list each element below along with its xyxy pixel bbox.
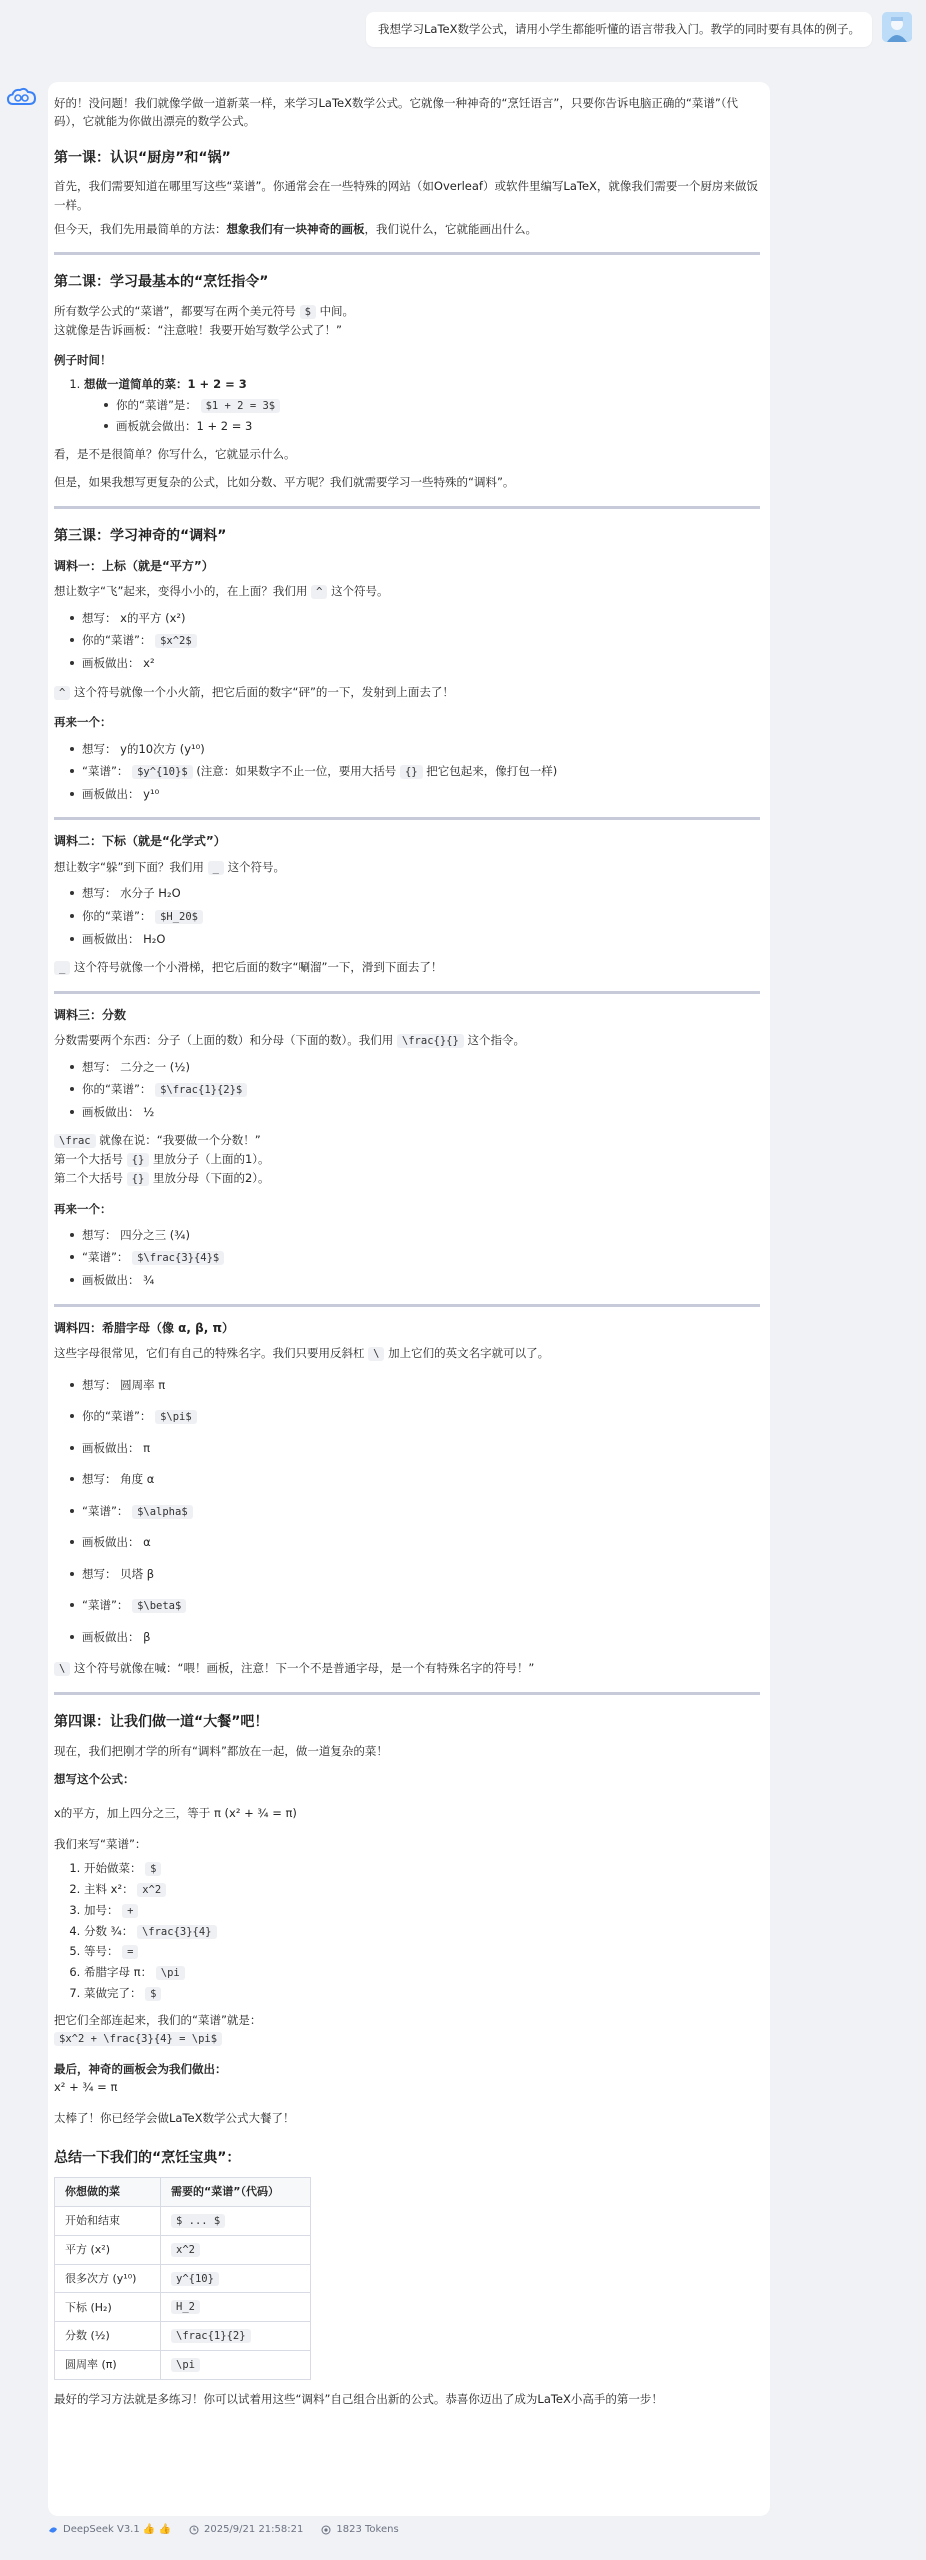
- summary-title: 总结一下我们的“烹饪宝典”：: [54, 2150, 241, 2167]
- token-count: [321, 2524, 398, 2535]
- list-item: 想写： x的平方 (x²): [68, 609, 760, 627]
- timestamp: [189, 2524, 303, 2535]
- table-cell: [161, 2207, 311, 2236]
- seasoning-1-title: 调料一：上标（就是“平方”）: [54, 559, 214, 574]
- text: 加号：: [84, 1902, 119, 1917]
- inline-code: ^: [54, 686, 70, 700]
- intro-text: 好的！没问题！我们就像学做一道新菜一样，来学习LaTeX数学公式。它就像一种神奇的“烹饪语言”，只要你告诉电脑正确的“菜谱”（代码），它就能为你做出漂亮的数学公式。: [54, 96, 739, 129]
- seasoning-1-list: [54, 609, 760, 673]
- table-header: 需要的“菜谱”（代码）: [161, 2178, 311, 2207]
- lesson-4-p1: 现在，我们把刚才学的所有“调料”都放在一起，做一道复杂的菜！: [54, 1743, 388, 1758]
- table-cell: [161, 2322, 311, 2351]
- inline-code: H_2: [171, 2300, 200, 2314]
- text: 这个符号。: [227, 859, 286, 874]
- list-item: 想写： 四分之三 (¾): [68, 1226, 760, 1244]
- seasoning-2-title: 调料二：下标（就是“化学式”）: [54, 834, 226, 849]
- text: 加上它们的英文名字就可以了。: [388, 1345, 550, 1360]
- table-cell: 分数 (½): [55, 2322, 161, 2351]
- text: 就像在说：“我要做一个分数！”: [99, 1133, 261, 1148]
- inline-code: =: [122, 1945, 138, 1959]
- inline-code: $\alpha$: [132, 1505, 193, 1519]
- together-code-line: [54, 2029, 760, 2048]
- token-text: 1823 Tokens: [336, 2524, 399, 2535]
- final-label: 最后，神奇的画板会为我们做出：: [54, 2061, 227, 2076]
- lesson-1-p2: [54, 220, 760, 238]
- text: 这个符号就像在喊：“喂！画板，注意！下一个不是普通字母，是一个有特殊名字的符号！”: [73, 1661, 535, 1676]
- note-line: [54, 1150, 760, 1169]
- text: 里放分子（上面的1）。: [152, 1152, 270, 1167]
- lesson-3-title: 第三课：学习神奇的“调料”: [54, 527, 227, 544]
- text: 想让数字“飞”起来，变得小小的，在上面？我们用: [54, 584, 308, 599]
- text: 中间。: [319, 303, 355, 318]
- list-item: 画板做出： π: [68, 1439, 760, 1457]
- text: 你的“菜谱”是：: [116, 397, 197, 412]
- seasoning-1-list-2: [54, 740, 760, 804]
- inline-code: {}: [127, 1153, 150, 1167]
- seasoning-4-list: [54, 1376, 760, 1647]
- table-row: [55, 2235, 311, 2264]
- text: 第一个大括号: [54, 1152, 123, 1167]
- again-label: 再来一个：: [54, 1201, 112, 1216]
- text: 第二个大括号: [54, 1170, 123, 1185]
- text: 你的“菜谱”：: [82, 1409, 152, 1424]
- list-item: 画板做出： ½: [68, 1103, 760, 1121]
- inline-code: y^{10}: [171, 2272, 219, 2286]
- seasoning-3-list-2: [54, 1226, 760, 1290]
- text: 你的“菜谱”：: [82, 1082, 152, 1097]
- list-item: [84, 1922, 760, 1941]
- list-item: [84, 1901, 760, 1920]
- seasoning-2-note: [54, 958, 760, 977]
- text: 想做一道简单的菜：1 + 2 = 3: [84, 377, 247, 392]
- inline-code: $x^2 + \frac{3}{4} = \pi$: [54, 2032, 222, 2046]
- seasoning-3-notes: [54, 1131, 760, 1187]
- inline-code: $\beta$: [132, 1599, 186, 1613]
- seasoning-3-desc: [54, 1031, 760, 1050]
- inline-code: {}: [400, 765, 423, 779]
- lesson-2-p1: [54, 302, 760, 321]
- list-item: [84, 1859, 760, 1878]
- text: 这个指令。: [467, 1032, 525, 1047]
- bold-text: 想象我们有一块神奇的画板: [226, 221, 365, 236]
- list-item: 想写： 贝塔 β: [68, 1565, 760, 1583]
- table-row: [55, 2293, 311, 2322]
- done-text: 太棒了！你已经学会做LaTeX数学公式大餐了！: [54, 2110, 295, 2125]
- text: 里放分母（下面的2）。: [152, 1170, 270, 1185]
- table-row: [55, 2351, 311, 2380]
- table-cell: [161, 2264, 311, 2293]
- inline-code: \: [368, 1347, 384, 1361]
- message-footer: [48, 2524, 399, 2535]
- text: 这个符号。: [331, 584, 389, 599]
- inline-code: $: [145, 1987, 161, 2001]
- seasoning-1-desc: [54, 582, 760, 601]
- seasoning-4-desc: [54, 1344, 760, 1363]
- inline-code: _: [54, 961, 70, 975]
- divider: [54, 1304, 760, 1307]
- token-icon: [321, 2525, 331, 2535]
- list-item: [68, 762, 760, 781]
- together-label: 把它们全部连起来，我们的“菜谱”就是：: [54, 2012, 262, 2027]
- list-item: [84, 1963, 760, 1982]
- table-cell: [161, 2351, 311, 2380]
- note-line: [54, 1131, 760, 1150]
- user-avatar-icon[interactable]: [882, 12, 912, 42]
- text: 开始做菜：: [84, 1861, 142, 1876]
- text: ，我们说什么，它就能画出什么。: [364, 221, 537, 236]
- table-header-row: [55, 2178, 311, 2207]
- final-result: x² + ¾ = π: [54, 2080, 118, 2095]
- table-row: [55, 2322, 311, 2351]
- table-cell: 开始和结束: [55, 2207, 161, 2236]
- inline-code: \: [54, 1662, 70, 1676]
- seasoning-2-list: [54, 884, 760, 948]
- lesson-1-p1: 首先，我们需要知道在哪里写这些“菜谱”。你通常会在一些特殊的网站（如Overleaf）或软件里编写LaTeX，就像我们需要一个厨房来做饭一样。: [54, 179, 758, 212]
- outro-text: 最好的学习方法就是多练习！你可以试着用这些“调料”自己组合出新的公式。恭喜你迈出了成为LaTeX小高手的第一步！: [54, 2391, 663, 2406]
- text: 分数 ¾：: [84, 1923, 134, 1938]
- lesson-2-p4: 但是，如果我想写更复杂的公式，比如分数、平方呢？我们就需要学习一些特殊的“调料”。: [54, 475, 515, 490]
- list-item: 画板做出： H₂O: [68, 930, 760, 948]
- list-item: 画板就会做出：1 + 2 = 3: [104, 417, 760, 435]
- table-cell: 平方 (x²): [55, 2235, 161, 2264]
- list-item: 画板做出： x²: [68, 654, 760, 672]
- text: 想让数字“躲”到下面？我们用: [54, 859, 204, 874]
- write-label: 我们来写“菜谱”：: [54, 1836, 147, 1851]
- list-item: 想写： 角度 α: [68, 1470, 760, 1488]
- table-cell: 下标 (H₂): [55, 2293, 161, 2322]
- text: 这个符号就像一个小火箭，把它后面的数字“砰”的一下，发射到上面去了！: [73, 684, 454, 699]
- summary-table: [54, 2177, 311, 2379]
- model-info: [48, 2524, 171, 2535]
- lesson-1-title: 第一课：认识“厨房”和“锅”: [54, 149, 231, 166]
- text: 但今天，我们先用最简单的方法：: [54, 221, 227, 236]
- divider: [54, 991, 760, 994]
- want-label: 想写这个公式：: [54, 1771, 135, 1786]
- inline-code: x^2: [137, 1883, 166, 1897]
- inline-code: $\pi$: [155, 1410, 197, 1424]
- inline-code: x^2: [171, 2243, 200, 2257]
- list-item: 想写： 二分之一 (½): [68, 1058, 760, 1076]
- assistant-message: [48, 82, 770, 2516]
- list-item: 画板做出： ¾: [68, 1271, 760, 1289]
- inline-code: \frac{3}{4}: [137, 1925, 217, 1939]
- inline-code: $ ... $: [171, 2214, 225, 2228]
- inline-code: \pi: [171, 2358, 200, 2372]
- inline-code: $\frac{3}{4}$: [132, 1251, 224, 1265]
- table-cell: [161, 2235, 311, 2264]
- inline-code: $x^2$: [155, 634, 197, 648]
- lesson-2-p2: 这就像是告诉画板：“注意啦！我要开始写数学公式了！”: [54, 322, 342, 337]
- list-item: [68, 631, 760, 650]
- text: (注意：如果数字不止一位，要用大括号: [196, 764, 397, 779]
- text: 菜做完了：: [84, 1985, 142, 2000]
- list-item: [84, 375, 760, 435]
- list-item: 想写： 水分子 H₂O: [68, 884, 760, 902]
- lesson-2-title: 第二课：学习最基本的“烹饪指令”: [54, 274, 269, 291]
- seasoning-3-title: 调料三：分数: [54, 1007, 127, 1022]
- again-label: 再来一个：: [54, 715, 112, 730]
- table-header: 你想做的菜: [55, 2178, 161, 2207]
- seasoning-3-list: [54, 1058, 760, 1122]
- text: 这个符号就像一个小滑梯，把它后面的数字“唰溜”一下，滑到下面去了！: [73, 959, 443, 974]
- list-item: [104, 396, 760, 415]
- inline-code: $1 + 2 = 3$: [201, 399, 281, 413]
- list-item: [68, 1248, 760, 1267]
- table-cell: 圆周率 (π): [55, 2351, 161, 2380]
- list-item: [68, 1502, 760, 1521]
- user-message: 我想学习LaTeX数学公式，请用小学生都能听懂的语言带我入门。教学的同时要有具体的例子。: [366, 12, 872, 47]
- list-item: [84, 1880, 760, 1899]
- inline-code: +: [122, 1904, 138, 1918]
- list-item: [68, 907, 760, 926]
- divider: [54, 506, 760, 509]
- inline-code: $: [300, 305, 316, 319]
- text: “菜谱”：: [82, 1598, 129, 1613]
- list-item: [84, 1942, 760, 1961]
- text: 等号：: [84, 1944, 119, 1959]
- list-item: 画板做出： y¹⁰: [68, 785, 760, 803]
- inline-code: ^: [311, 585, 327, 599]
- clock-icon: [189, 2525, 199, 2535]
- text: 你的“菜谱”：: [82, 633, 152, 648]
- inline-code: \frac{}{}: [397, 1034, 464, 1048]
- lesson-4-title: 第四课：让我们做一道“大餐”吧！: [54, 1714, 269, 1731]
- timestamp-text: 2025/9/21 21:58:21: [203, 2524, 304, 2535]
- user-message-row: [366, 12, 912, 47]
- formula-text: x的平方，加上四分之三，等于 π (x² + ¾ = π): [54, 1806, 297, 1821]
- divider: [54, 817, 760, 820]
- model-name: DeepSeek V3.1 👍 👍: [63, 2524, 171, 2535]
- text: “菜谱”：: [82, 1503, 129, 1518]
- list-item: 想写： 圆周率 π: [68, 1376, 760, 1394]
- seasoning-2-desc: [54, 858, 760, 877]
- text: 你的“菜谱”：: [82, 908, 152, 923]
- text: 希腊字母 π：: [84, 1965, 153, 1980]
- seasoning-4-note: [54, 1659, 760, 1678]
- text: 分数需要两个东西：分子（上面的数）和分母（下面的数）。我们用: [54, 1032, 394, 1047]
- list-item: [84, 1984, 760, 2003]
- lesson-2-p3: 看，是不是很简单？你写什么，它就显示什么。: [54, 446, 296, 461]
- example-list: [54, 375, 760, 435]
- seasoning-4-title: 调料四：希腊字母（像 α, β, π）: [54, 1320, 234, 1335]
- table-cell: [161, 2293, 311, 2322]
- recipe-steps: [54, 1859, 760, 2003]
- text: “菜谱”：: [82, 764, 129, 779]
- list-item: [68, 1596, 760, 1615]
- note-line: [54, 1169, 760, 1188]
- model-icon: [48, 2525, 58, 2535]
- list-item: 画板做出： α: [68, 1533, 760, 1551]
- divider: [54, 1692, 760, 1695]
- text: “菜谱”：: [82, 1250, 129, 1265]
- inline-code: $\frac{1}{2}$: [155, 1083, 247, 1097]
- list-item: 画板做出： β: [68, 1628, 760, 1646]
- cloud-logo-icon: [6, 86, 38, 108]
- seasoning-1-note: [54, 683, 760, 702]
- inline-code: _: [208, 861, 224, 875]
- sub-list: [84, 396, 760, 435]
- list-item: [68, 1080, 760, 1099]
- inline-code: \frac{1}{2}: [171, 2329, 251, 2343]
- inline-code: {}: [127, 1172, 150, 1186]
- divider: [54, 252, 760, 255]
- list-item: [68, 1407, 760, 1426]
- text: 所有数学公式的“菜谱”，都要写在两个美元符号: [54, 303, 296, 318]
- list-item: 想写： y的10次方 (y¹⁰): [68, 740, 760, 758]
- inline-code: $: [145, 1862, 161, 1876]
- table-row: [55, 2264, 311, 2293]
- table-cell: 很多次方 (y¹⁰): [55, 2264, 161, 2293]
- text: 这些字母很常见，它们有自己的特殊名字。我们只要用反斜杠: [54, 1345, 365, 1360]
- inline-code: $y^{10}$: [132, 765, 193, 779]
- inline-code: \pi: [156, 1966, 185, 1980]
- table-row: [55, 2207, 311, 2236]
- text: 主料 x²：: [84, 1881, 134, 1896]
- inline-code: $H_20$: [155, 910, 203, 924]
- text: 把它包起来，像打包一样): [426, 764, 558, 779]
- inline-code: \frac: [54, 1134, 96, 1148]
- example-title: 例子时间！: [54, 352, 112, 367]
